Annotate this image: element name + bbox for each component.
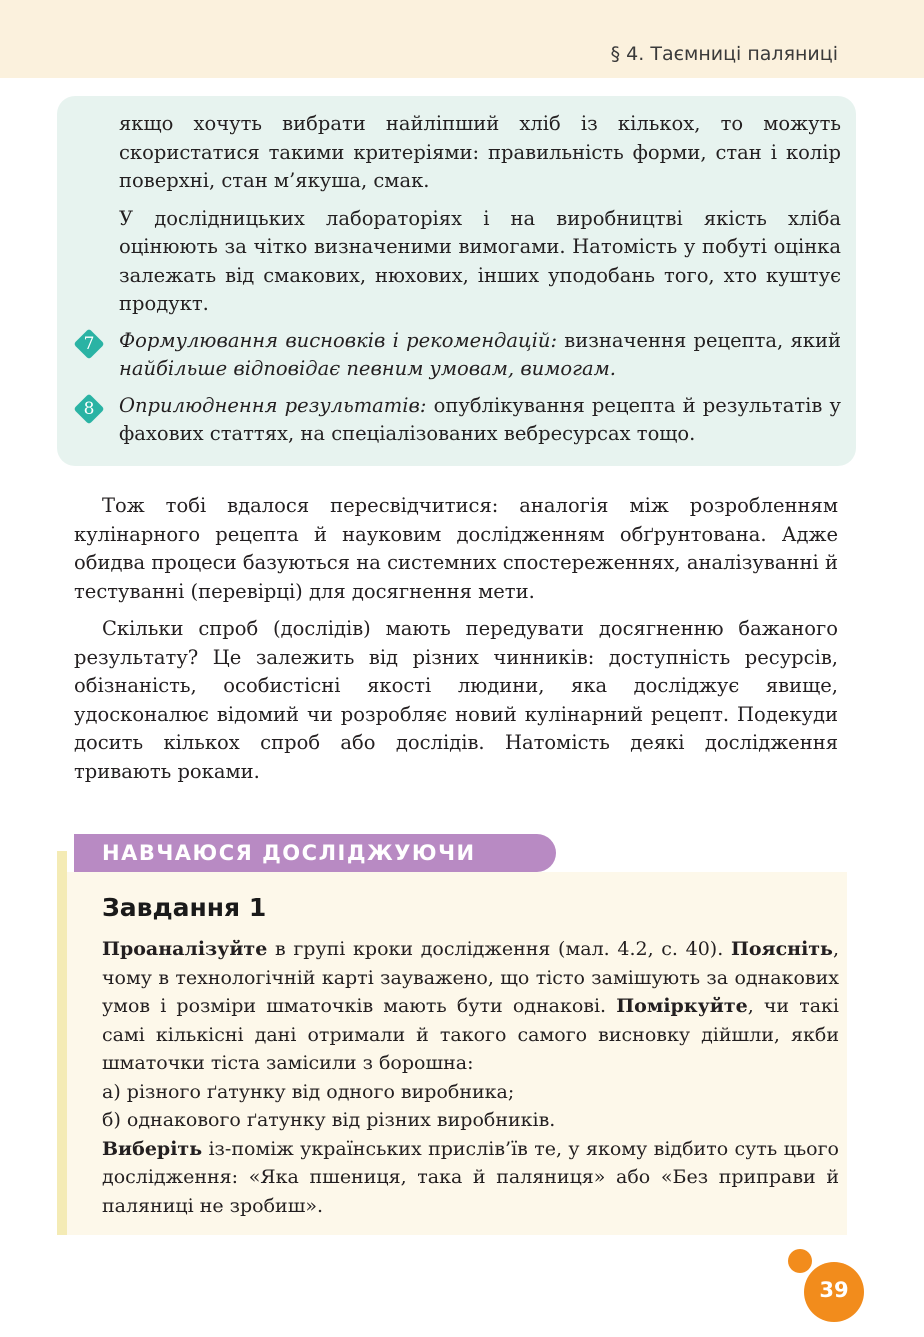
section-title: НАВЧАЮСЯ ДОСЛІДЖУЮЧИ [102,841,476,865]
task-item-b: б) однакового ґатунку від різних виробників. [102,1109,556,1131]
step-8-badge: 8 [74,394,106,426]
task-instructions: Проаналізуйте в групі кроки дослідження (мал. 4.2, с. 40). Поясніть, чому в технологічній карті зауважено, що тісто замішують за однакових умов і розміри шматочків мають бути однакові. Поміркуйте, чи такі самі кількісні дані отримали й такого самого висновку дійшли, якби шматочки тіста замісили з борошна: [102,938,840,1074]
step-7-text: визначення рецепта, який [557,328,841,352]
header-bar [0,0,924,78]
step-8-text: опублікування рецепта й результатів у фахових статтях, на спеціалізованих вебресурсах тощо. [119,393,841,445]
body-paragraph-2: Скільки спроб (дослідів) мають передувати досягненню бажаного результату? Це залежить від різних чинників: доступність ресурсів, обізнаність, особистісні якості людини, яка досліджує явище, удосконалює відомий чи розробляє новий кулінарний рецепт. Подекуди досить кількох спроб або дослідів. Натомість деякі дослідження тривають роками. [74,617,838,783]
step-7 [83,327,841,384]
info-box-content [83,110,841,449]
task-item-a: а) різного ґатунку від одного виробника; [102,1080,515,1103]
info-box [57,96,856,466]
task-side-bar [57,851,67,1235]
step-7-emphasis: найбільше відповідає певним умовам, вимогам. [119,357,616,380]
page-number-dot [788,1249,812,1273]
box-paragraph-2: У дослідницьких лабораторіях і на виробництві якість хліба оцінюють за чітко визначеними вимогами. Натомість у побуті оцінка залежать від смакових, нюхових, інших уподобань того, хто куштує продукт. [119,206,841,315]
task-final: Виберіть із-поміж українських прислів’їв те, у якому відбито суть цього дослідження: «Яка пшениця, така й паляниця» або «Без приправи й паляниці не зробиш». [102,1137,839,1217]
page-number: 39 [819,1278,849,1302]
section-band [74,834,556,872]
task-heading: Завдання 1 [102,893,267,922]
step-7-badge: 7 [74,329,106,361]
body-text [74,492,838,786]
step-7-title: Формулювання висновків і рекомендацій: [119,328,558,352]
section-header: § 4. Таємниці паляниці [610,43,838,65]
step-8 [83,392,841,449]
box-paragraph-1: якщо хочуть вибрати найліпший хліб із кількох, то можуть скористатися такими критеріями: правильність форми, стан і колір поверхні, стан м’якуша, смак. [119,112,841,192]
task-text [102,935,839,1220]
page-number-badge [804,1262,864,1322]
step-8-title: Оприлюднення результатів: [119,393,427,417]
body-paragraph-1: Тож тобі вдалося пересвідчитися: аналогія між розробленням кулінарного рецепта й науковим дослідженням обґрунтована. Адже обидва процеси базуються на системних спостереженнях, аналізуванні й тестуванні (перевірці) для досягнення мети. [74,494,838,603]
